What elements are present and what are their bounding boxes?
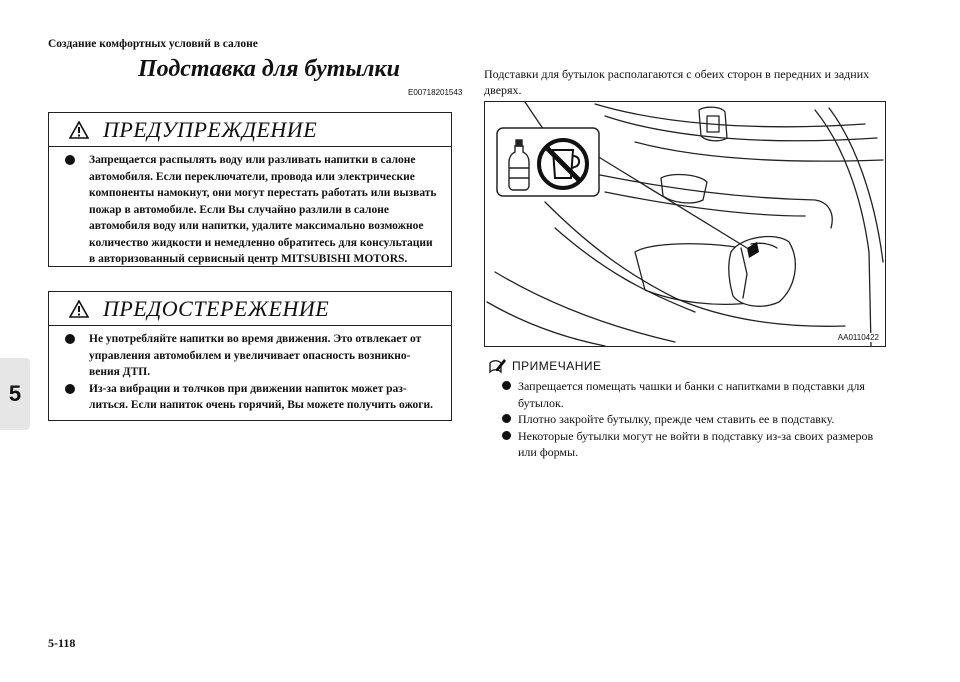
caution-item-text: Из-за вибрации и толчков при движении напиток может раз-литься. Если напиток очень горячий, Вы можете получить ожоги. (89, 382, 433, 411)
note-item-text: Плотно закройте бутылку, прежде чем ставить ее в подставку. (518, 412, 835, 426)
warning-box (48, 112, 452, 267)
warning-item-text: Запрещается распылять воду или разливать напитки в салоне автомобиля. Если переключатели, провода или электрические компоненты намокнут, они могут перестать работать или вызвать пожар в автомобиле. Если Вы случайно разлили в салоне автомобиля воду или напитки, удалите максимально возможное количество жидкости и немедленно обратитесь для консультации в авторизованный сервисный центр MITSUBISHI MOTORS. (89, 154, 437, 265)
running-header: Создание комфортных условий в салоне (48, 38, 258, 50)
door-bottle-holder-illustration (484, 101, 886, 347)
caution-item (63, 331, 441, 381)
note-pen-icon (488, 357, 508, 375)
warning-item (63, 152, 441, 268)
note-item (502, 411, 888, 428)
page-number: 5-118 (48, 636, 76, 650)
warning-triangle-icon (69, 121, 89, 139)
warning-label: ПРЕДУПРЕЖДЕНИЕ (103, 116, 318, 142)
bullet-icon (65, 334, 75, 344)
door-panel-drawing (485, 102, 886, 347)
bullet-icon (502, 381, 511, 390)
warning-triangle-icon (69, 300, 89, 318)
bullet-icon (502, 431, 511, 440)
warning-header (49, 113, 451, 147)
bullet-icon (502, 414, 511, 423)
note-item (502, 378, 888, 411)
figure-code: AA0110422 (837, 333, 879, 342)
caution-header (49, 292, 451, 326)
bullet-icon (65, 384, 75, 394)
chapter-tab: 5 (0, 358, 30, 430)
section-title: Подставка для бутылки (138, 56, 400, 82)
note-header (488, 357, 602, 375)
note-item-text: Запрещается помещать чашки и банки с напитками в подставки для бутылок. (518, 379, 865, 410)
section-code: E00718201543 (408, 88, 463, 97)
caution-box (48, 291, 452, 421)
caution-label: ПРЕДОСТЕРЕЖЕНИЕ (103, 295, 330, 321)
note-item (502, 428, 888, 461)
note-list (502, 378, 888, 461)
caution-item-text: Не употребляйте напитки во время движения. Это отвлекает от управления автомобилем и увеличивает опасность возникно-вения ДТП. (89, 333, 422, 378)
note-label: ПРИМЕЧАНИЕ (512, 359, 602, 373)
intro-paragraph: Подставки для бутылок располагаются с обеих сторон в передних и задних дверях. (484, 67, 870, 97)
caution-item (63, 381, 441, 414)
bullet-icon (65, 155, 75, 165)
note-item-text: Некоторые бутылки могут не войти в подставку из-за своих размеров или формы. (518, 428, 874, 459)
